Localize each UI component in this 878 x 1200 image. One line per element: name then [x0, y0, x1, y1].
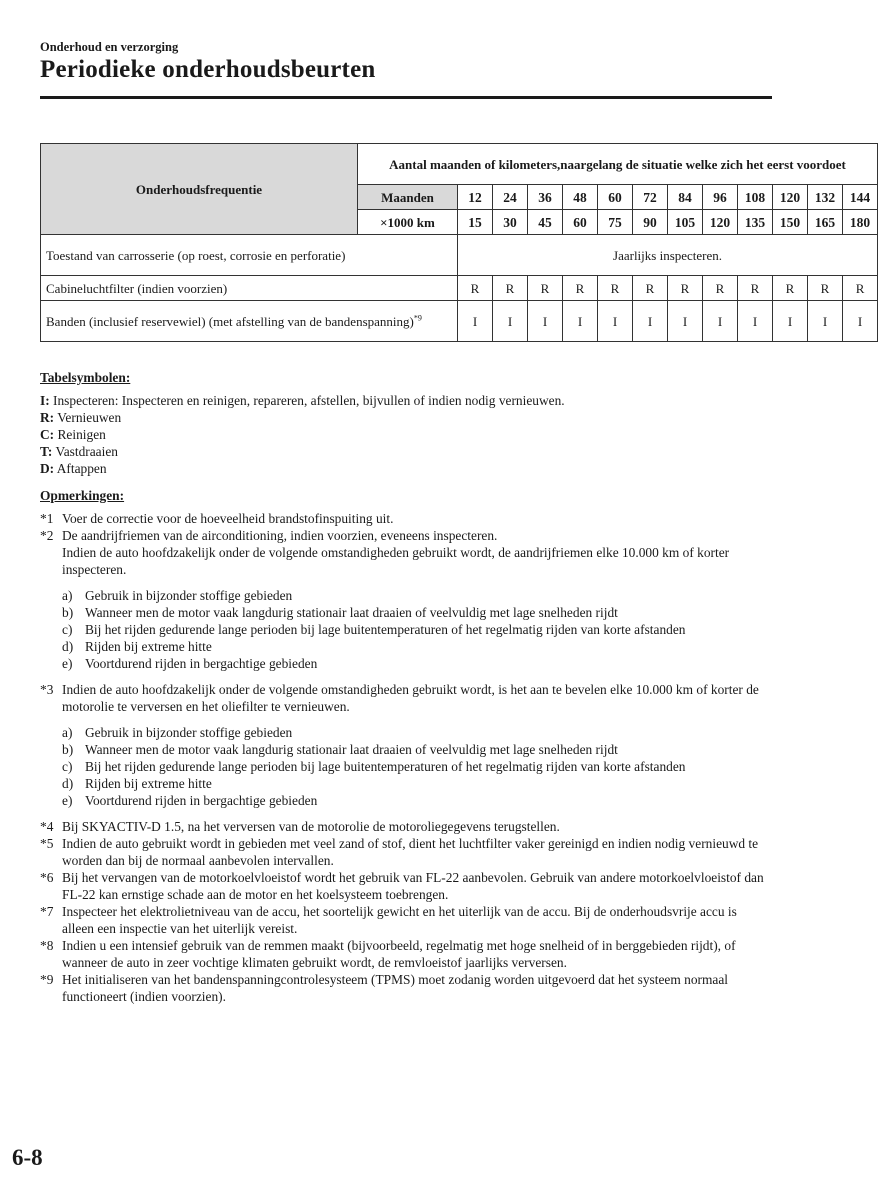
sub-text: Wanneer men de motor vaak langdurig stationair laat draaien of veelvuldig met lage snelheden rijdt	[85, 605, 618, 620]
schedule-cell: I	[668, 301, 703, 342]
schedule-cell: I	[843, 301, 878, 342]
schedule-cell: R	[843, 276, 878, 301]
remark-8	[40, 937, 772, 971]
remark-3-sub-a	[62, 724, 772, 741]
remark-2-sub-c	[62, 621, 772, 638]
sub-text: Rijden bij extreme hitte	[85, 639, 212, 654]
remark-text: Indien u een intensief gebruik van de remmen maakt (bijvoorbeeld, regelmatig met hoge snelheid of in berggebieden rijdt), of wanneer de auto in zeer vochtige klimaten gebruikt wordt, de remvloeistof jaarlijks verversen.	[62, 938, 736, 970]
interval-header: Aantal maanden of kilometers,naargelang de situatie welke zich het eerst voordoet	[358, 144, 878, 185]
symbol-item	[40, 409, 772, 426]
sub-text: Bij het rijden gedurende lange perioden bij lage buitentemperaturen of het regelmatig rijden van korte afstanden	[85, 622, 686, 637]
schedule-cell: I	[563, 301, 598, 342]
sub-text: Wanneer men de motor vaak langdurig stationair laat draaien of veelvuldig met lage snelheden rijdt	[85, 742, 618, 757]
remark-text: Indien de auto hoofdzakelijk onder de volgende omstandigheden gebruikt wordt, is het aan te bevelen elke 10.000 km of korter de motorolie te verversen en het oliefilter te vernieuwen.	[62, 682, 759, 714]
sub-text: Bij het rijden gedurende lange perioden bij lage buitentemperaturen of het regelmatig rijden van korte afstanden	[85, 759, 686, 774]
schedule-cell: R	[703, 276, 738, 301]
sub-mark: e)	[62, 793, 73, 808]
remark-mark: *8	[40, 938, 54, 953]
remark-3-sub-b	[62, 741, 772, 758]
remark-mark: *4	[40, 819, 54, 834]
sub-text: Gebruik in bijzonder stoffige gebieden	[85, 725, 293, 740]
months-cell: 72	[633, 185, 668, 210]
months-cell: 108	[738, 185, 773, 210]
remark-mark: *1	[40, 511, 54, 526]
symbol-key: R:	[40, 410, 55, 425]
months-cell: 96	[703, 185, 738, 210]
km-cell: 150	[773, 210, 808, 235]
schedule-cell: R	[458, 276, 493, 301]
km-cell: 15	[458, 210, 493, 235]
remark-3-sub-e	[62, 792, 772, 809]
sub-mark: a)	[62, 725, 73, 740]
remark-mark: *6	[40, 870, 54, 885]
schedule-cell: R	[563, 276, 598, 301]
symbol-text: Aftappen	[54, 461, 107, 476]
symbols-list	[40, 392, 772, 477]
months-cell: 24	[493, 185, 528, 210]
sub-mark: c)	[62, 622, 73, 637]
title-divider	[40, 96, 772, 99]
remark-mark: *2	[40, 528, 54, 543]
km-cell: 120	[703, 210, 738, 235]
schedule-cell: I	[808, 301, 843, 342]
sub-text: Voortdurend rijden in bergachtige gebieden	[85, 656, 318, 671]
symbol-key: T:	[40, 444, 53, 459]
remark-2	[40, 527, 772, 544]
remark-2-sub-e	[62, 655, 772, 672]
sub-mark: c)	[62, 759, 73, 774]
symbol-text: Reinigen	[54, 427, 106, 442]
remark-text: Het initialiseren van het bandenspanningcontrolesysteem (TPMS) moet zodanig worden uitgevoerd dat het systeem normaal functioneert (indien voorzien).	[62, 972, 729, 1004]
sub-text: Rijden bij extreme hitte	[85, 776, 212, 791]
remark-text: Inspecteer het elektrolietniveau van de accu, het soortelijk gewicht en het uiterlijk van de accu. Bij de onderhoudsvrije accu is alleen een inspectie van het uiterlijk vereist.	[62, 904, 737, 936]
km-cell: 90	[633, 210, 668, 235]
sub-mark: d)	[62, 639, 74, 654]
notes-section	[40, 369, 772, 1005]
remark-mark: *5	[40, 836, 54, 851]
sub-text: Gebruik in bijzonder stoffige gebieden	[85, 588, 293, 603]
symbol-text: Inspecteren: Inspecteren en reinigen, repareren, afstellen, bijvullen of indien nodig vernieuwen.	[49, 393, 565, 408]
schedule-cell: R	[528, 276, 563, 301]
remark-text: Indien de auto gebruikt wordt in gebieden met veel zand of stof, dient het luchtfilter vaker gereinigd en indien nodig vernieuwd te worden dan bij de normaal aanbevolen intervallen.	[62, 836, 759, 868]
sub-mark: b)	[62, 605, 74, 620]
schedule-cell: I	[738, 301, 773, 342]
schedule-cell: R	[493, 276, 528, 301]
remark-9	[40, 971, 772, 1005]
footnote-ref: *9	[413, 313, 422, 323]
km-label: ×1000 km	[358, 210, 458, 235]
remark-2-sub-d	[62, 638, 772, 655]
schedule-cell: I	[773, 301, 808, 342]
schedule-cell: I	[528, 301, 563, 342]
km-cell: 180	[843, 210, 878, 235]
months-cell: 144	[843, 185, 878, 210]
months-cell: 120	[773, 185, 808, 210]
schedule-cell: I	[633, 301, 668, 342]
remark-mark: *9	[40, 972, 54, 987]
symbol-text: Vernieuwen	[54, 410, 122, 425]
remark-6	[40, 869, 772, 903]
remark-mark: *7	[40, 904, 54, 919]
row-label-bodywork: Toestand van carrosserie (op roest, corrosie en perforatie)	[41, 235, 458, 276]
km-cell: 30	[493, 210, 528, 235]
remark-3-sub-d	[62, 775, 772, 792]
schedule-cell: R	[633, 276, 668, 301]
remark-text: Bij het vervangen van de motorkoelvloeistof wordt het gebruik van FL-22 aanbevolen. Gebruik van andere motorkoelvloeistof dan FL-22 kan ernstige schade aan de motor en het koelsysteem toebrengen.	[62, 870, 764, 902]
page-title: Periodieke onderhoudsbeurten	[40, 56, 376, 83]
months-label: Maanden	[358, 185, 458, 210]
schedule-cell: I	[703, 301, 738, 342]
remark-text: Voer de correctie voor de hoeveelheid brandstofinspuiting uit.	[62, 511, 394, 526]
maintenance-schedule-table	[40, 143, 878, 342]
schedule-cell: R	[808, 276, 843, 301]
schedule-cell: I	[458, 301, 493, 342]
sub-mark: e)	[62, 656, 73, 671]
symbol-key: C:	[40, 427, 55, 442]
remark-2-continuation: Indien de auto hoofdzakelijk onder de volgende omstandigheden gebruikt wordt, de aandrijfriemen elke 10.000 km of korter inspecteren.	[62, 545, 730, 577]
remark-4	[40, 818, 772, 835]
schedule-cell: R	[738, 276, 773, 301]
row-label-tires	[41, 301, 458, 342]
remark-5	[40, 835, 772, 869]
remark-mark: *3	[40, 682, 54, 697]
symbol-text: Vastdraaien	[52, 444, 118, 459]
remarks-heading: Opmerkingen:	[40, 488, 125, 503]
symbol-item	[40, 460, 772, 477]
km-cell: 165	[808, 210, 843, 235]
page-number: 6-8	[12, 1145, 43, 1170]
remark-7	[40, 903, 772, 937]
km-cell: 45	[528, 210, 563, 235]
remark-2-sub-a	[62, 587, 772, 604]
remark-1	[40, 510, 772, 527]
sub-mark: b)	[62, 742, 74, 757]
schedule-cell: R	[773, 276, 808, 301]
annual-inspection-cell: Jaarlijks inspecteren.	[458, 235, 878, 276]
symbol-item	[40, 443, 772, 460]
tires-label-text: Banden (inclusief reservewiel) (met afstelling van de bandenspanning)	[46, 313, 414, 329]
months-cell: 12	[458, 185, 493, 210]
symbol-key: D:	[40, 461, 55, 476]
remark-2-sub-b	[62, 604, 772, 621]
km-cell: 60	[563, 210, 598, 235]
remark-text: Bij SKYACTIV-D 1.5, na het verversen van de motorolie de motoroliegegevens terugstellen.	[62, 819, 560, 834]
months-cell: 48	[563, 185, 598, 210]
km-cell: 135	[738, 210, 773, 235]
row-label-cabin-filter: Cabineluchtfilter (indien voorzien)	[41, 276, 458, 301]
schedule-cell: R	[598, 276, 633, 301]
symbol-item	[40, 426, 772, 443]
symbols-heading: Tabelsymbolen:	[40, 370, 131, 385]
symbol-item	[40, 392, 772, 409]
sub-mark: a)	[62, 588, 73, 603]
section-label: Onderhoud en verzorging	[40, 40, 179, 54]
schedule-cell: R	[668, 276, 703, 301]
remark-3	[40, 681, 772, 715]
remark-3-sub-c	[62, 758, 772, 775]
sub-text: Voortdurend rijden in bergachtige gebieden	[85, 793, 318, 808]
km-cell: 105	[668, 210, 703, 235]
remark-text: De aandrijfriemen van de airconditioning, indien voorzien, eveneens inspecteren.	[62, 528, 498, 543]
frequency-header: Onderhoudsfrequentie	[41, 144, 358, 235]
schedule-cell: I	[598, 301, 633, 342]
months-cell: 132	[808, 185, 843, 210]
months-cell: 84	[668, 185, 703, 210]
km-cell: 75	[598, 210, 633, 235]
sub-mark: d)	[62, 776, 74, 791]
months-cell: 60	[598, 185, 633, 210]
schedule-cell: I	[493, 301, 528, 342]
symbol-key: I:	[40, 393, 50, 408]
months-cell: 36	[528, 185, 563, 210]
